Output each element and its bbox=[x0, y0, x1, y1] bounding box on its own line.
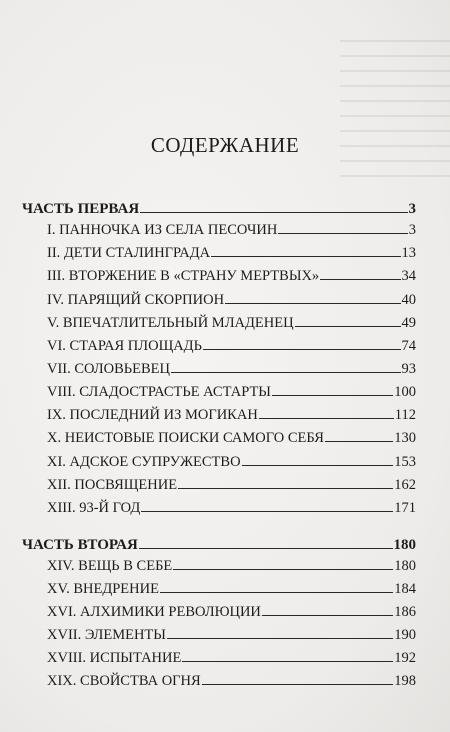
toc-entry-title: III. ВТОРЖЕНИЕ В «СТРАНУ МЕРТВЫХ» bbox=[47, 268, 320, 284]
toc-entry-title: VI. СТАРАЯ ПЛОЩАДЬ bbox=[47, 338, 202, 354]
toc-entry bbox=[22, 580, 416, 598]
toc-entry bbox=[22, 476, 416, 494]
toc-leader-line bbox=[211, 245, 400, 257]
toc-entry bbox=[22, 499, 416, 517]
toc-entry bbox=[22, 267, 416, 285]
toc-entry bbox=[22, 291, 416, 309]
toc-leader-line bbox=[140, 201, 407, 213]
toc-page-number: 130 bbox=[394, 430, 416, 446]
toc-page-number: 3 bbox=[408, 201, 416, 217]
toc-entry-title: II. ДЕТИ СТАЛИНГРАДА bbox=[47, 245, 211, 261]
toc-entry-title: XII. ПОСВЯЩЕНИЕ bbox=[47, 477, 178, 493]
toc-entry-title: X. НЕИСТОВЫЕ ПОИСКИ САМОГО СЕБЯ bbox=[47, 430, 324, 446]
toc-entry bbox=[22, 221, 416, 239]
toc-page-number: 198 bbox=[394, 673, 416, 689]
toc-entry-title: V. ВПЕЧАТЛИТЕЛЬНЫЙ МЛАДЕНЕЦ bbox=[47, 315, 294, 331]
toc-entry-title: XVI. АЛХИМИКИ РЕВОЛЮЦИИ bbox=[47, 604, 261, 620]
toc-leader-line bbox=[320, 268, 400, 280]
toc-page-number: 40 bbox=[401, 292, 416, 308]
toc-part-heading bbox=[22, 536, 416, 554]
toc-entry-title: I. ПАННОЧКА ИЗ СЕЛА ПЕСОЧИН bbox=[47, 222, 278, 238]
toc-entry-title: XVIII. ИСПЫТАНИЕ bbox=[47, 650, 182, 666]
toc-entry-title: IV. ПАРЯЩИЙ СКОРПИОН bbox=[47, 292, 225, 308]
toc-page-number: 112 bbox=[394, 407, 416, 423]
toc-leader-line bbox=[171, 361, 401, 373]
toc-leader-line bbox=[178, 477, 393, 489]
toc-entry bbox=[22, 360, 416, 378]
toc-entry bbox=[22, 672, 416, 690]
toc-page-number: 100 bbox=[394, 384, 416, 400]
toc-entry-title: XI. АДСКОЕ СУПРУЖЕСТВО bbox=[47, 454, 241, 470]
toc-entry bbox=[22, 337, 416, 355]
toc-page-number: 49 bbox=[401, 315, 416, 331]
toc-page-number: 192 bbox=[394, 650, 416, 666]
toc-page-number: 74 bbox=[401, 338, 416, 354]
toc-leader-line bbox=[139, 537, 393, 549]
toc-leader-line bbox=[225, 292, 400, 304]
toc-part-heading bbox=[22, 200, 416, 218]
toc-page-number: 186 bbox=[394, 604, 416, 620]
toc-leader-line bbox=[182, 650, 393, 662]
toc-entry bbox=[22, 406, 416, 424]
toc-leader-line bbox=[167, 627, 393, 639]
toc-entry-title: IX. ПОСЛЕДНИЙ ИЗ МОГИКАН bbox=[47, 407, 258, 423]
toc-entry-title: VII. СОЛОВЬЕВЕЦ bbox=[47, 361, 170, 377]
toc-leader-line bbox=[295, 315, 401, 327]
toc-entry-title: XV. ВНЕДРЕНИЕ bbox=[47, 581, 159, 597]
toc-page-number: 190 bbox=[394, 627, 416, 643]
toc-entry-title: ЧАСТЬ ПЕРВАЯ bbox=[22, 201, 140, 217]
toc-leader-line bbox=[325, 430, 393, 442]
toc-entry-title: XVII. ЭЛЕМЕНТЫ bbox=[47, 627, 166, 643]
toc-page-number: 3 bbox=[408, 222, 416, 238]
toc-entry bbox=[22, 649, 416, 667]
toc-page-number: 184 bbox=[394, 581, 416, 597]
toc-leader-line bbox=[141, 500, 393, 512]
toc-entry bbox=[22, 314, 416, 332]
toc-page-number: 171 bbox=[394, 500, 416, 516]
toc-leader-line bbox=[259, 407, 394, 419]
toc-leader-line bbox=[278, 222, 407, 234]
toc-entry bbox=[22, 603, 416, 621]
toc-page-number: 13 bbox=[401, 245, 416, 261]
toc-entry-title: VIII. СЛАДОСТРАСТЬЕ АСТАРТЫ bbox=[47, 384, 271, 400]
table-of-contents bbox=[22, 0, 416, 732]
toc-leader-line bbox=[242, 454, 394, 466]
toc-entry bbox=[22, 383, 416, 401]
toc-leader-line bbox=[203, 338, 401, 350]
toc-entry-title: XIII. 93-Й ГОД bbox=[47, 500, 141, 516]
toc-page-number: 180 bbox=[394, 558, 416, 574]
toc-leader-line bbox=[160, 581, 393, 593]
toc-leader-line bbox=[262, 604, 393, 616]
toc-page-number: 93 bbox=[401, 361, 416, 377]
toc-page-number: 34 bbox=[401, 268, 416, 284]
toc-entry-title: ЧАСТЬ ВТОРАЯ bbox=[22, 537, 138, 553]
page-title: СОДЕРЖАНИЕ bbox=[150, 133, 300, 157]
toc-entry-title: XIX. СВОЙСТВА ОГНЯ bbox=[47, 673, 201, 689]
toc-leader-line bbox=[272, 384, 393, 396]
toc-leader-line bbox=[202, 673, 394, 685]
toc-entry-title: XIV. ВЕЩЬ В СЕБЕ bbox=[47, 558, 173, 574]
toc-entry bbox=[22, 244, 416, 262]
toc-entry bbox=[22, 429, 416, 447]
toc-leader-line bbox=[173, 558, 393, 570]
toc-page-number: 162 bbox=[394, 477, 416, 493]
toc-page-number: 153 bbox=[394, 454, 416, 470]
toc-entry bbox=[22, 557, 416, 575]
toc-page-number: 180 bbox=[393, 537, 416, 553]
toc-entry bbox=[22, 626, 416, 644]
toc-entry bbox=[22, 453, 416, 471]
